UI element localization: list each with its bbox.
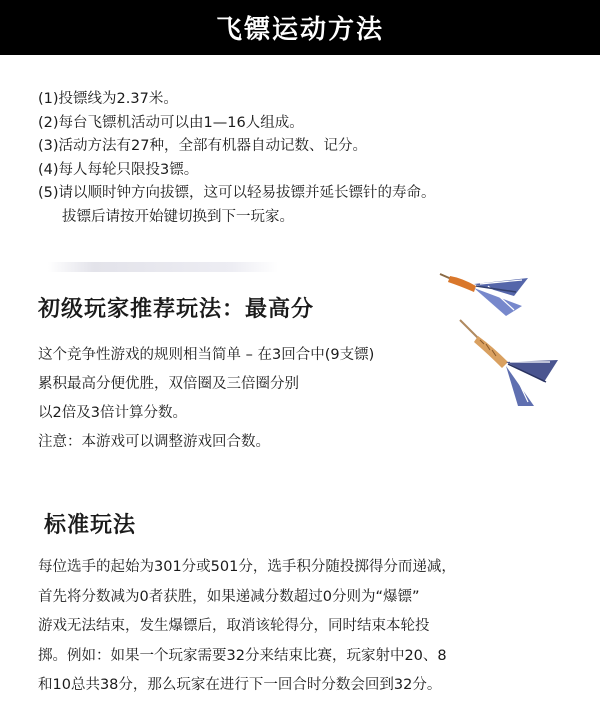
paragraph-line: 首先将分数减为0者获胜，如果递减分数超过0分则为“爆镖”	[38, 588, 420, 605]
beginner-description	[38, 341, 438, 457]
page-header	[0, 0, 600, 55]
dart-icon	[440, 274, 528, 316]
paragraph-line: 游戏无法结束，发生爆镖后，取消该轮得分，同时结束本轮投	[38, 618, 430, 634]
standard-description	[38, 553, 578, 701]
rule-item: (1)投镖线为2.37米。	[38, 91, 178, 107]
rule-item-continuation: 拔镖后请按开始键切换到下一玩家。	[62, 208, 294, 225]
paragraph-line: 这个竞争性游戏的规则相当简单 – 在3回合中(9支镖)	[38, 347, 375, 363]
darts-illustration	[410, 262, 590, 422]
paragraph-line: 和10总共38分，那么玩家在进行下一回合时分数会回到32分。	[38, 677, 442, 693]
standard-section-title: 标准玩法	[44, 513, 137, 538]
paragraph-line: 累积最高分便优胜，双倍圈及三倍圈分别	[38, 376, 299, 392]
rule-item: (4)每人每轮只限投3镖。	[38, 161, 199, 178]
dart-icon	[460, 320, 558, 406]
rule-item: (2)每台飞镖机活动可以由1—16人组成。	[38, 114, 304, 131]
page-title: 飞镖运动方法	[215, 15, 384, 45]
rules-list	[38, 88, 578, 229]
paragraph-line: 每位选手的起始为301分或501分，选手积分随投掷得分而递减，	[38, 559, 456, 575]
rule-item: (5)请以顺时钟方向拔镖，这可以轻易拔镖并延长镖针的寿命。	[38, 185, 436, 201]
paragraph-line: 掷。例如：如果一个玩家需要32分来结束比赛，玩家射中20、8	[38, 647, 447, 664]
paragraph-line: 注意：本游戏可以调整游戏回合数。	[38, 434, 270, 450]
beginner-section-title: 初级玩家推荐玩法：最高分	[38, 297, 315, 322]
rule-item: (3)活动方法有27种，全部有机器自动记数、记分。	[38, 138, 367, 154]
paragraph-line: 以2倍及3倍计算分数。	[38, 405, 187, 421]
decorative-divider	[48, 262, 278, 272]
